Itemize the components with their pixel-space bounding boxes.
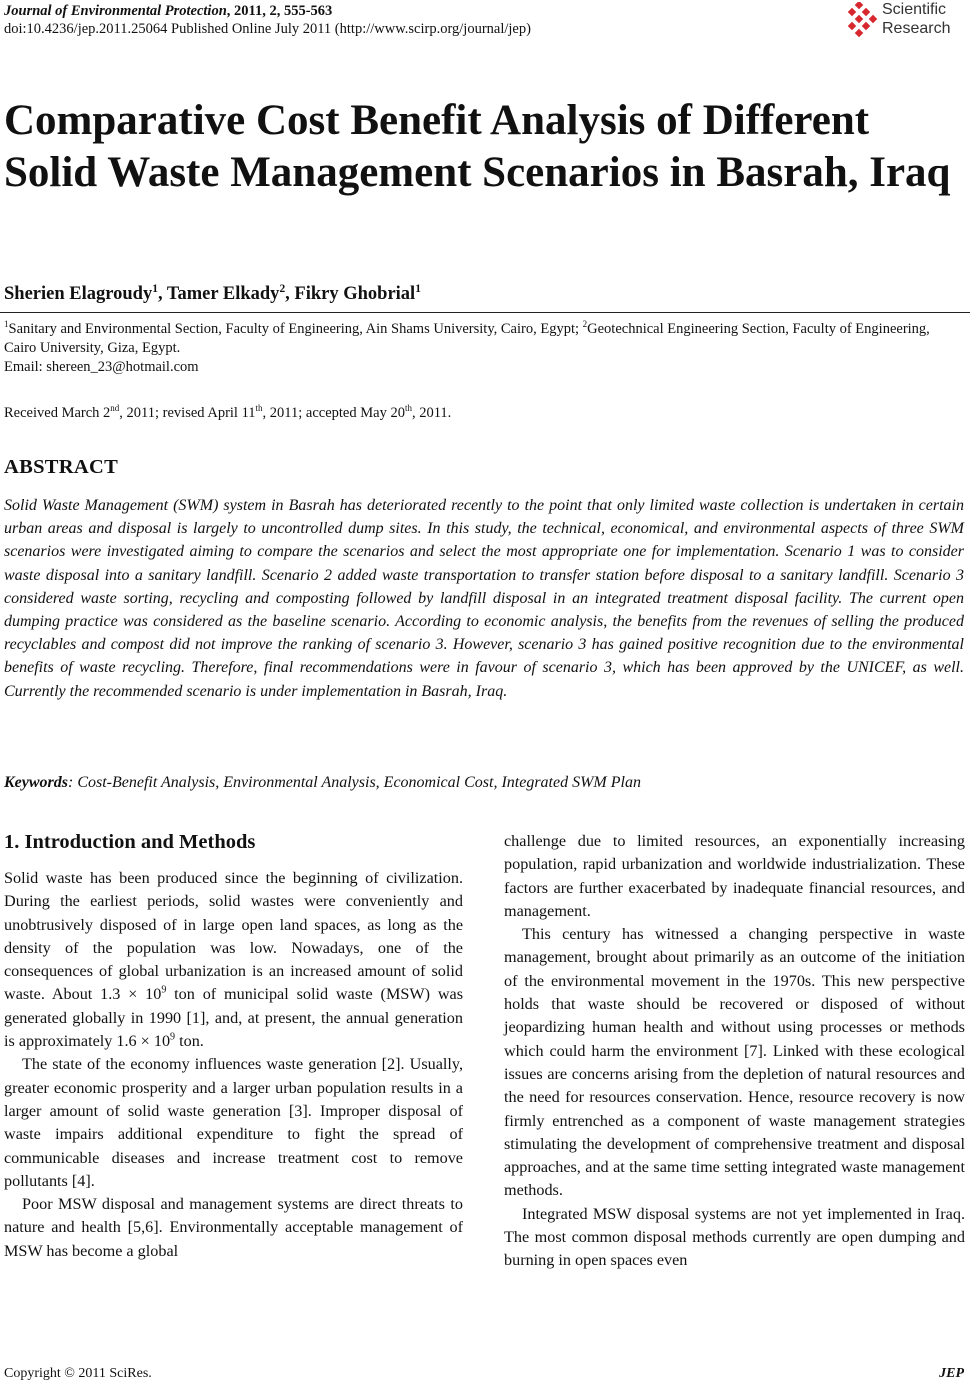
- keywords: Keywords: Cost-Benefit Analysis, Environmental Analysis, Economical Cost, Integrated SWM Plan: [4, 774, 641, 791]
- doi-line: doi:10.4236/jep.2011.25064 Published Online July 2011 (http://www.scirp.org/journal/jep): [4, 21, 531, 37]
- journal-name: Journal of Environmental Protection: [4, 3, 227, 19]
- author-list: Sherien Elagroudy$^1$, Tamer Elkady$^2$, Fikry Ghobrial$^1$: [4, 282, 421, 304]
- abstract-body: Solid Waste Management (SWM) system in Basrah has deteriorated recently to the point that only limited waste collection is undertaken in certain urban areas and disposal is largely to uncontrolled dump sites. In this study, the technical, economical, and environmental aspects of three SWM scenarios were investigated aiming to compare the scenarios and select the most appropriate one for implementation. Scenario 1 was to consider waste disposal into a sanitary landfill. Scenario 2 added waste transportation to transfer station before disposal to a sanitary landfill. Scenario 3 considered waste sorting, recycling and composting followed by landfill disposal in an integrated treatment disposal facility. The current open dumping practice was considered as the baseline scenario. According to economic analysis, the benefits from the revenues of selling the produced recyclables and compost did not improve the ranking of scenario 3. However, scenario 3 has gained positive recognition due to the environmental benefits of waste recycling. Therefore, final recommendations were in favour of scenario 3, which has been approved by the UNICEF, as well. Currently the recommended scenario is under implementation in Basrah, Iraq.: [4, 497, 964, 700]
- volume-info: , 2011, 2, 555-563: [226, 3, 333, 19]
- paragraph: Integrated MSW disposal systems are not yet implemented in Iraq. The most common disposal methods currently are open dumping and burning in open spaces even: [504, 1204, 965, 1270]
- author-email: Email: shereen_23@hotmail.com: [4, 359, 199, 375]
- publisher-logo-icon: [844, 2, 878, 42]
- paragraph: The state of the economy influences waste generation [2]. Usually, greater economic prosperity and a larger urban population results in a larger amount of solid waste generation [3]. Improper disposal of waste impairs additional expenditure to fight the spread of communicable diseases and increase treatment cost to remove pollutants [4].: [4, 1055, 463, 1190]
- right-column: [504, 830, 965, 1273]
- abstract-heading: ABSTRACT: [4, 456, 119, 478]
- keywords-list: Cost-Benefit Analysis, Environmental Analysis, Economical Cost, Integrated SWM Plan: [77, 774, 641, 791]
- author-name: Fikry Ghobrial: [294, 284, 416, 304]
- author-name: Sherien Elagroudy: [4, 284, 153, 304]
- paragraph: Solid waste has been produced since the beginning of civilization. During the earliest periods, solid wastes were conveniently and unobtrusively disposed of in large open land spaces, as long as the density of the population was low. Nowadays, one of the consequences of global urbanization is an increased amount of solid waste. About $1.3 \times 10^9$ ton of municipal solid waste (MSW) was generated globally in 1990 [1], and, at present, the annual generation is approximately $1.6 \times 10^9$ ton.: [4, 869, 464, 1051]
- author-name: Tamer Elkady: [166, 284, 280, 304]
- publisher-logo-text: Scientific Research: [882, 1, 951, 37]
- header-divider: [0, 312, 970, 313]
- footer-journal-abbr: JEP: [939, 1366, 964, 1381]
- paragraph: Poor MSW disposal and management systems are direct threats to nature and health [5,6]. Environmentally acceptable management of MSW has become a global: [4, 1195, 463, 1260]
- paragraph: This century has witnessed a changing perspective in waste management, brought about primarily as an outcome of the initiation of the environmental movement in the 1970s. This new perspective holds that waste should be recovered or disposed of without jeopardizing human health and without using processes or methods which could harm the environment [7]. Linked with these ecological issues are concerns arising from the depletion of natural resources and the need for resources conservation. Hence, resource recovery is now firmly entrenched as a component of waste management strategies stimulating the development of comprehensive treatment and disposal approaches, and at the same time setting integrated waste management methods.: [504, 925, 965, 1200]
- keywords-label: Keywords: [4, 774, 68, 791]
- paragraph: challenge due to limited resources, an exponentially increasing population, rapid urbanization and worldwide industrialization. These factors are further exacerbated by inadequate financial resources, and management.: [504, 832, 965, 920]
- section-heading: 1. Introduction and Methods: [4, 831, 256, 853]
- journal-citation: [4, 3, 332, 20]
- footer-copyright: Copyright © 2011 SciRes.: [4, 1366, 152, 1381]
- left-column: [4, 867, 463, 1263]
- publication-dates: Received March 2nd, 2011; revised April 11th, 2011; accepted May 20th, 2011.: [4, 403, 452, 421]
- affiliations: $^1$Sanitary and Environmental Section, Faculty of Engineering, Ain Shams University, Cairo, Egypt; $^2$Geotechnical Engineering Section, Faculty of Engineering, Cairo University, Giza, Egypt. Email: shereen_23@hotmail.com: [4, 320, 964, 377]
- paper-title: Comparative Cost Benefit Analysis of Different Solid Waste Management Scenarios in Basrah, Iraq: [4, 97, 951, 196]
- publisher-logo: [844, 0, 964, 44]
